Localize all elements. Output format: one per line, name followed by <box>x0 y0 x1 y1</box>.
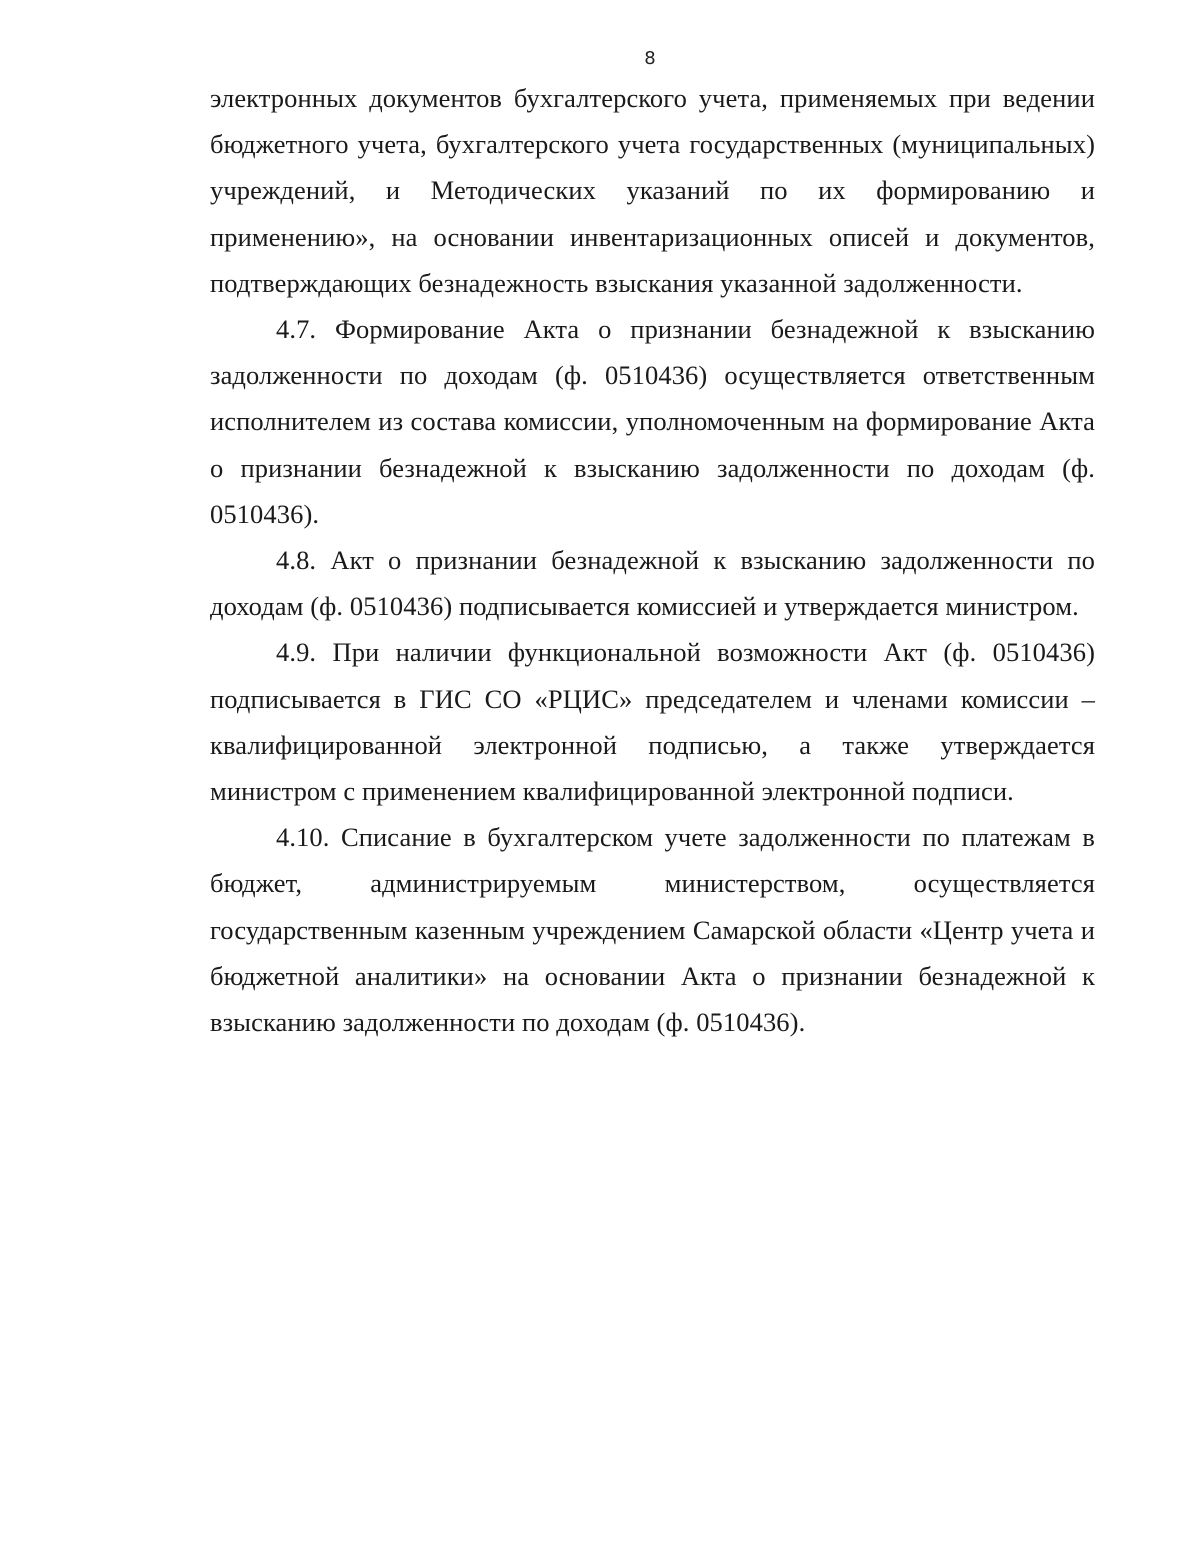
page-number: 8 <box>644 48 656 69</box>
paragraph-continuation: электронных документов бухгалтерского учета, применяемых при ведении бюджетного учета, бухгалтерского учета государственных (муниципальных) учреждений, и Методических указаний по их формированию и применению», на основании инвентаризационных описей и документов, подтверждающих безнадежность взыскания указанной задолженности. <box>210 83 1095 298</box>
document-body <box>210 75 1095 1045</box>
paragraph-4-8: 4.8. Акт о признании безнадежной к взысканию задолженности по доходам (ф. 0510436) подписывается комиссией и утверждается министром. <box>210 545 1095 622</box>
paragraph-4-7: 4.7. Формирование Акта о признании безнадежной к взысканию задолженности по доходам (ф. 0510436) осуществляется ответственным исполнителем из состава комиссии, уполномоченным на формирование Акта о признании безнадежной к взысканию задолженности по доходам (ф. 0510436). <box>210 314 1095 529</box>
paragraph-4-10: 4.10. Списание в бухгалтерском учете задолженности по платежам в бюджет, администрируемым министерством, осуществляется государственным казенным учреждением Самарской области «Центр учета и бюджетной аналитики» на основании Акта о признании безнадежной к взысканию задолженности по доходам (ф. 0510436). <box>210 822 1095 1038</box>
paragraph-4-9: 4.9. При наличии функциональной возможности Акт (ф. 0510436) подписывается в ГИС СО «РЦИС» председателем и членами комиссии – квалифицированной электронной подписью, а также утверждается министром с применением квалифицированной электронной подписи. <box>210 637 1095 807</box>
